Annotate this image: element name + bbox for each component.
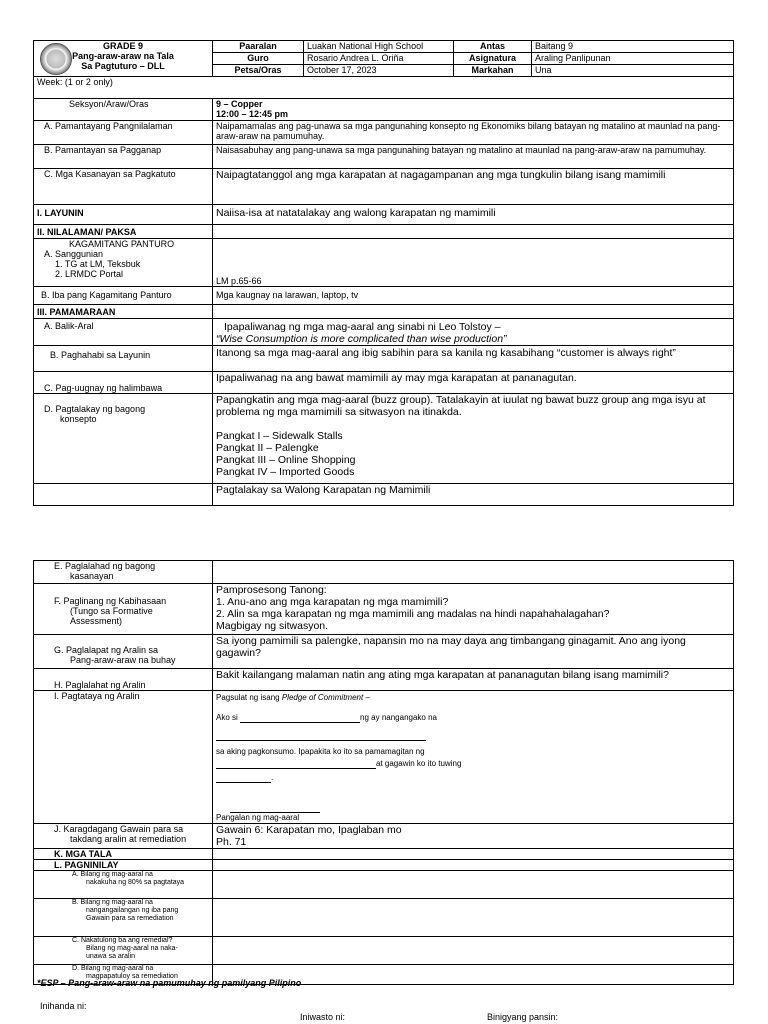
tanong-1: 1. Anu-ano ang mga karapatan ng mga mamimili? [216, 596, 449, 608]
section-time: 12:00 – 12:45 pm [216, 109, 289, 119]
pagtalakay-label-1: D. Pagtalakay ng bagong [44, 404, 146, 414]
pledge-name-blank [240, 722, 360, 723]
paglalahad-label-2: kasanayan [70, 571, 114, 581]
karagdagang-label-1: J. Karagdagang Gawain para sa [54, 824, 184, 834]
pagninilay-c-1: C. Nakatulong ba ang remedial? [72, 937, 173, 944]
pamantayan-pagganap-label: B. Pamantayan sa Pagganap [34, 145, 213, 169]
balik-aral-label: A. Balik-Aral [34, 319, 213, 346]
tanong-2: 2. Alin sa mga karapatan ng mga mamimili ang madalas na hindi napahahalagahan? [216, 608, 610, 620]
pagninilay-c-2: Bilang ng mag-aaral na naka- [86, 945, 178, 952]
asignatura-label: Asignatura [454, 53, 532, 65]
pagninilay-c-label [34, 937, 213, 965]
guro-value: Rosario Andrea L. Oriña [304, 53, 454, 65]
week-note: Week: (1 or 2 only) [34, 77, 734, 99]
pledge-blank-2 [216, 740, 426, 741]
section-name: 9 – Copper [216, 99, 263, 109]
pagninilay-a-label [34, 871, 213, 899]
tg-label: 1. TG at LM, Teksbuk [55, 259, 141, 269]
pagninilay-c-3: unawa sa aralin [86, 953, 136, 960]
paglalahad-value [213, 561, 734, 584]
paaralan-label: Paaralan [213, 41, 304, 53]
seksyon-label: Seksyon/Araw/Oras [34, 99, 213, 121]
karagdagang-gawain-label [34, 824, 213, 849]
paglalahat-label: H. Paglalahat ng Aralin [34, 669, 213, 691]
pamantayang-pangnilalaman-label: A. Pamantayang Pangnilalaman [34, 121, 213, 145]
kagamitan-cell [34, 239, 213, 287]
pledge-title-3: – [363, 693, 370, 702]
pagninilay-b-value [213, 899, 734, 937]
paglalahat-value: Bakit kailangang malaman natin ang ating mga karapatan at pananagutan bilang isang mamimili? [213, 669, 734, 691]
paglinang-label-2: (Tungo sa Formative [70, 606, 153, 616]
pagninilay-d-2: magpapatuloy sa remediation [86, 973, 178, 980]
dll-table-top [33, 40, 734, 506]
inihanda-label: Inihanda ni: [40, 1001, 87, 1011]
pagninilay-b-1: B. Bilang ng mag-aaral na [72, 899, 153, 906]
gawain-page: Ph. 71 [216, 836, 247, 848]
kasanayan-label: C. Mga Kasanayan sa Pagkatuto [34, 169, 213, 205]
paglinang-label-3: Assessment) [70, 616, 123, 626]
grade-label: GRADE 9 [102, 41, 143, 51]
gawain-6: Gawain 6: Karapatan mo, Ipaglaban mo [216, 824, 402, 836]
petsa-label: Petsa/Oras [213, 65, 304, 77]
pagninilay-a-1: A. Bilang ng mag-aaral na [72, 871, 153, 878]
pledge-name-label: Pangalan ng mag-aaral [216, 813, 300, 822]
pagninilay-b-label [34, 899, 213, 937]
pangkat-2: Pangkat II – Palengke [216, 442, 319, 454]
markahan-value: Una [532, 65, 734, 77]
pledge-title-2: Pledge of Commitment [281, 693, 364, 702]
asignatura-value: Araling Panlipunan [532, 53, 734, 65]
pamprosesong-tanong: Pamprosesong Tanong: [216, 584, 327, 596]
lrmdc-label: 2. LRMDC Portal [55, 269, 124, 279]
paglalapat-label-1: G. Paglalapat ng Aralin sa [54, 645, 159, 655]
guro-label: Guro [213, 53, 304, 65]
layunin-value: Naiisa-isa at natatalakay ang walong karapatan ng mamimili [213, 205, 734, 225]
balik-aral-quote: “Wise Consumption is more complicated than wise production” [216, 333, 507, 345]
paglalapat-value: Sa iyong pamimili sa palengke, napansin mo na may daya ang timbangang ginagamit. Ano ang iyong gagawin? [213, 635, 734, 669]
paglinang-value [213, 584, 734, 635]
paglinang-label [34, 584, 213, 635]
pagtalakay-label [34, 394, 213, 484]
paghahabi-label: B. Paghahabi sa Layunin [34, 346, 213, 372]
paglalapat-label-2: Pang-araw-araw na buhay [70, 655, 176, 665]
esp-note: *ESP – Pang-araw-araw na pamumuhay ng pamilyang Pilipino [37, 978, 302, 988]
pledge-blank-3 [216, 768, 376, 769]
mga-tala-value [213, 849, 734, 860]
tanong-2-cont: Magbigay ng sitwasyon. [216, 620, 329, 632]
sanggunian-label: A. Sanggunian [44, 249, 104, 259]
pamamaraan-value [213, 305, 734, 319]
pagtalakay-text: Papangkatin ang mga mag-aaral (buzz group). Tatalakayin at iuulat ng bawat buzz group ang mga isyu at problema ng mga mamimili sa sitwasyon na itinakda. [216, 394, 706, 418]
karagdagang-label-2: takdang aralin at remediation [70, 834, 187, 844]
deped-seal-icon [40, 43, 72, 75]
petsa-value: October 17, 2023 [304, 65, 454, 77]
kasanayan-value: Naipagtatanggol ang mga karapatan at nagagampanan ang mga tungkulin bilang isang mamimili [213, 169, 734, 205]
pledge-blank-4 [216, 782, 271, 783]
pagninilay-b-3: Gawain para sa remediation [86, 915, 174, 922]
pagninilay-d-1: D. Bilang ng mag-aaral na [72, 965, 154, 972]
pamamaraan-label: III. PAMAMARAAN [34, 305, 213, 319]
pangkat-3: Pangkat III – Online Shopping [216, 454, 356, 466]
paglalahad-label [34, 561, 213, 584]
paglalahad-label-1: E. Paglalahad ng bagong [54, 561, 156, 571]
nilalaman-label: II. NILALAMAN/ PAKSA [34, 225, 213, 239]
lrmdc-value: LM p.65-66 [213, 239, 734, 287]
pagtalakay-value [213, 394, 734, 484]
pledge-title [216, 693, 730, 703]
iniwasto-label: Iniwasto ni: [300, 1012, 346, 1022]
pagninilay-c-value [213, 937, 734, 965]
pamantayan-pagganap-value: Naisasabuhay ang pang-unawa sa mga pangunahing batayan ng matalino at maunlad na pang-araw-araw na pamumuhay. [213, 145, 734, 169]
layunin-label: I. LAYUNIN [34, 205, 213, 225]
iba-pang-kagamitan-label: B. Iba pang Kagamitang Panturo [34, 287, 213, 305]
pagninilay-a-value [213, 871, 734, 899]
karagdagang-gawain-value [213, 824, 734, 849]
pledge-line-2: sa aking pagkonsumo. Ipapakita ko ito sa pamamagitan ng [216, 747, 425, 756]
pagninilay-label: L. PAGNINILAY [34, 860, 213, 871]
markahan-label: Markahan [454, 65, 532, 77]
iba-pang-kagamitan-value: Mga kaugnay na larawan, laptop, tv [213, 287, 734, 305]
pagninilay-a-2: nakakuha ng 80% sa pagtataya [86, 879, 185, 886]
paglinang-label-1: F. Paglinang ng Kabihasaan [54, 596, 167, 606]
pamantayang-pangnilalaman-value: Naipamamalas ang pag-unawa sa mga pangunahing konsepto ng Ekonomiks bilang batayan ng matalino at maunlad na pang-araw-araw na pamumuhay. [213, 121, 734, 145]
pagninilay-value [213, 860, 734, 871]
dll-title-2: Sa Pagtuturo – DLL [81, 61, 165, 71]
binigyang-pansin-label: Binigyang pansin: [487, 1012, 559, 1022]
pledge-line-3: at gagawin ko ito tuwing [376, 759, 462, 768]
paguugnay-value: Ipapaliwanag na ang bawat mamimili ay may mga karapatan at pananagutan. [213, 372, 734, 394]
balik-aral-line-1: Ipapaliwanag ng mga mag-aaral ang sinabi ni Leo Tolstoy – [224, 321, 501, 333]
pagninilay-b-2: nangangailangan ng iba pang [86, 907, 179, 914]
pangkat-4: Pangkat IV – Imported Goods [216, 466, 355, 478]
pangkat-1: Pangkat I – Sidewalk Stalls [216, 430, 343, 442]
antas-value: Baitang 9 [532, 41, 734, 53]
pagtalakay-karapatan-value: Pagtalakay sa Walong Karapatan ng Mamimili [213, 484, 734, 506]
blank-label [34, 484, 213, 506]
seksyon-value [213, 99, 734, 121]
balik-aral-value [213, 319, 734, 346]
pledge-cell: Pagsulat ng isang Pledge of Commitment – Ako si ng ay nangangako na sa aking pagkonsumo. Ipapakita ko ito sa pamamagitan ng at gagawin ko ito tuwing . Pangalan ng mag-aaral [213, 691, 734, 824]
dll-title-cell [34, 41, 213, 77]
paguugnay-label: C. Pag-uugnay ng halimbawa [34, 372, 213, 394]
dll-table-bottom [33, 560, 734, 985]
pagtalakay-label-2: konsepto [60, 414, 97, 424]
dll-title-1: Pang-araw-araw na Tala [72, 51, 174, 61]
paglalapat-label [34, 635, 213, 669]
nilalaman-value [213, 225, 734, 239]
mga-tala-label: K. MGA TALA [34, 849, 213, 860]
kagamitan-label: KAGAMITANG PANTURO [69, 239, 175, 249]
paaralan-value: Luakan National High School [304, 41, 454, 53]
pledge-ng: ng ay nangangako na [360, 713, 437, 722]
paghahabi-value: Itanong sa mga mag-aaral ang ibig sabihin para sa kanila ng kasabihang “customer is always right” [213, 346, 734, 372]
pledge-ako-line [216, 713, 730, 723]
antas-label: Antas [454, 41, 532, 53]
pledge-title-1: Pagsulat ng isang [216, 693, 282, 702]
pledge-ako: Ako si [216, 713, 238, 722]
pagtataya-label: I. Pagtataya ng Aralin [34, 691, 213, 824]
